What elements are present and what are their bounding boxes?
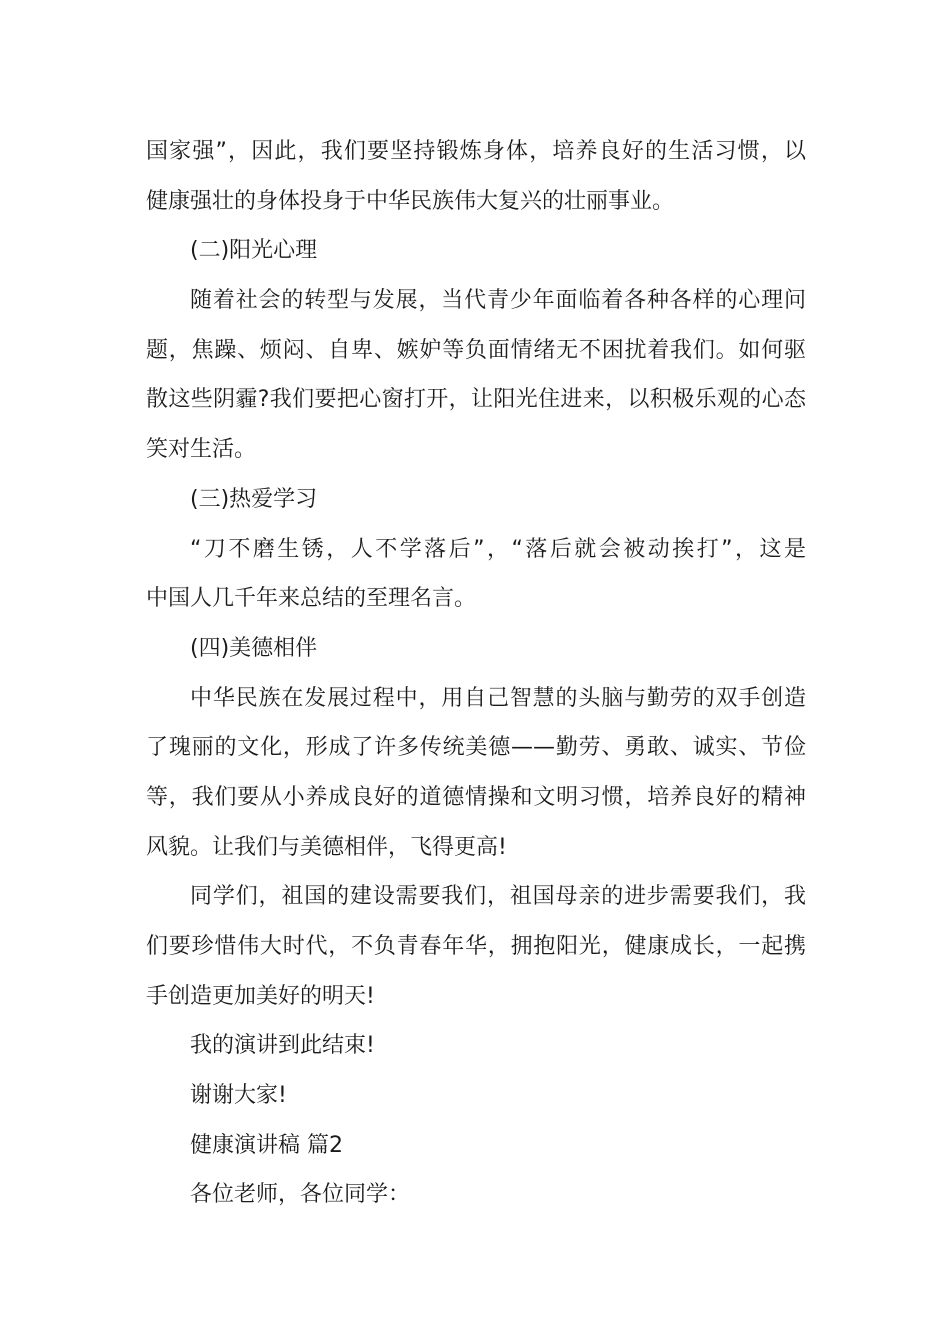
body-line: 题，焦躁、烦闷、自卑、嫉妒等负面情绪无不困扰着我们。如何驱 — [146, 337, 806, 363]
body-line: 散这些阴霾?我们要把心窗打开，让阳光住进来，以积极乐观的心态 — [146, 387, 806, 413]
body-line: 笑对生活。 — [146, 437, 257, 463]
section-heading: (四)美德相伴 — [190, 635, 318, 661]
body-line: 我的演讲到此结束! — [190, 1033, 375, 1059]
body-line: 随着社会的转型与发展，当代青少年面临着各种各样的心理问 — [190, 288, 806, 314]
body-line: “刀不磨生锈，人不学落后”，“落后就会被动挨打”，这是 — [190, 536, 806, 562]
body-line: 中国人几千年来总结的至理名言。 — [146, 586, 477, 612]
document-body — [146, 127, 806, 1220]
body-line: 手创造更加美好的明天! — [146, 983, 375, 1009]
body-line: 们要珍惜伟大时代，不负青春年华，拥抱阳光，健康成长，一起携 — [146, 934, 806, 959]
body-line: 中华民族在发展过程中，用自己智慧的头脑与勤劳的双手创造 — [190, 685, 806, 711]
body-line: 健康强壮的身体投身于中华民族伟大复兴的壮丽事业。 — [146, 188, 675, 214]
speech-title: 健康演讲稿 篇2 — [190, 1132, 343, 1158]
body-line: 等，我们要从小养成良好的道德情操和文明习惯，培养良好的精神 — [146, 784, 806, 810]
body-line: 同学们，祖国的建设需要我们，祖国母亲的进步需要我们，我 — [190, 884, 806, 910]
body-line: 国家强”，因此，我们要坚持锻炼身体，培养良好的生活习惯，以 — [146, 139, 806, 164]
section-heading: (二)阳光心理 — [190, 238, 318, 264]
body-line: 了瑰丽的文化，形成了许多传统美德——勤劳、勇敢、诚实、节俭 — [146, 735, 806, 761]
body-line: 风貌。让我们与美德相伴，飞得更高! — [146, 834, 507, 860]
section-heading: (三)热爱学习 — [190, 486, 318, 512]
body-line: 谢谢大家! — [190, 1083, 287, 1109]
salutation: 各位老师，各位同学： — [190, 1182, 411, 1208]
